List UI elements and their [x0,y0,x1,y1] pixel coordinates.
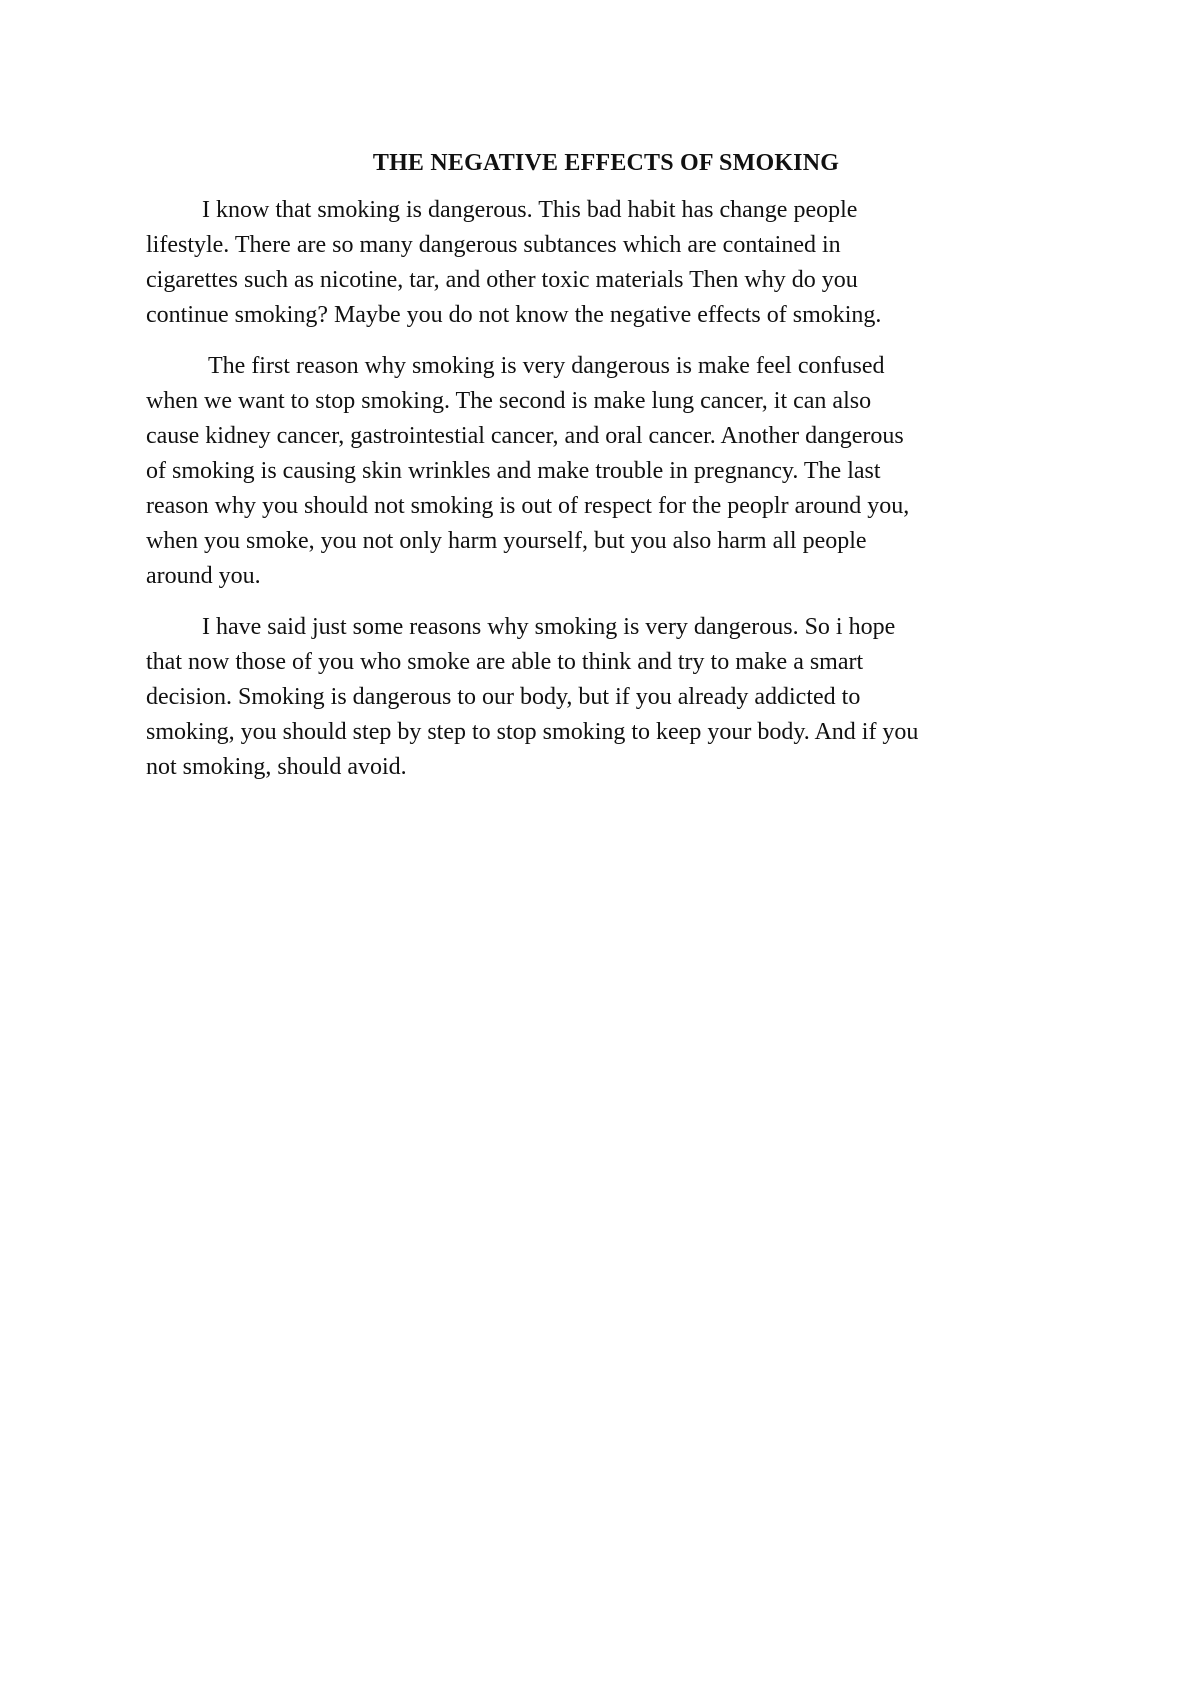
paragraph-line: I know that smoking is dangerous. This bad habit has change people [202,197,858,223]
paragraph-reasons [146,349,1066,594]
paragraph-line: when you smoke, you not only harm yourself, but you also harm all people [146,528,867,554]
paragraph-line: not smoking, should avoid. [146,754,407,780]
paragraph-line: reason why you should not smoking is out of respect for the peoplr around you, [146,493,910,519]
paragraph-line: continue smoking? Maybe you do not know the negative effects of smoking. [146,302,882,328]
paragraph-line: The first reason why smoking is very dangerous is make feel confused [208,353,885,379]
paragraph-line: smoking, you should step by step to stop smoking to keep your body. And if you [146,719,919,745]
paragraph-line: I have said just some reasons why smoking is very dangerous. So i hope [202,614,896,640]
paragraph-line: cigarettes such as nicotine, tar, and other toxic materials Then why do you [146,267,858,293]
document-title: THE NEGATIVE EFFECTS OF SMOKING [372,150,840,176]
paragraph-line: around you. [146,563,261,589]
paragraph-line: when we want to stop smoking. The second is make lung cancer, it can also [146,388,872,414]
paragraph-line: of smoking is causing skin wrinkles and make trouble in pregnancy. The last [146,458,881,484]
paragraph-line: cause kidney cancer, gastrointestial cancer, and oral cancer. Another dangerous [146,423,904,449]
paragraph-line: decision. Smoking is dangerous to our body, but if you already addicted to [146,684,861,710]
paragraph-intro [146,193,1066,333]
document-body [146,146,1066,801]
paragraph-conclusion [146,610,1066,785]
paragraph-line: that now those of you who smoke are able to think and try to make a smart [146,649,864,675]
paragraph-line: lifestyle. There are so many dangerous subtances which are contained in [146,232,841,258]
